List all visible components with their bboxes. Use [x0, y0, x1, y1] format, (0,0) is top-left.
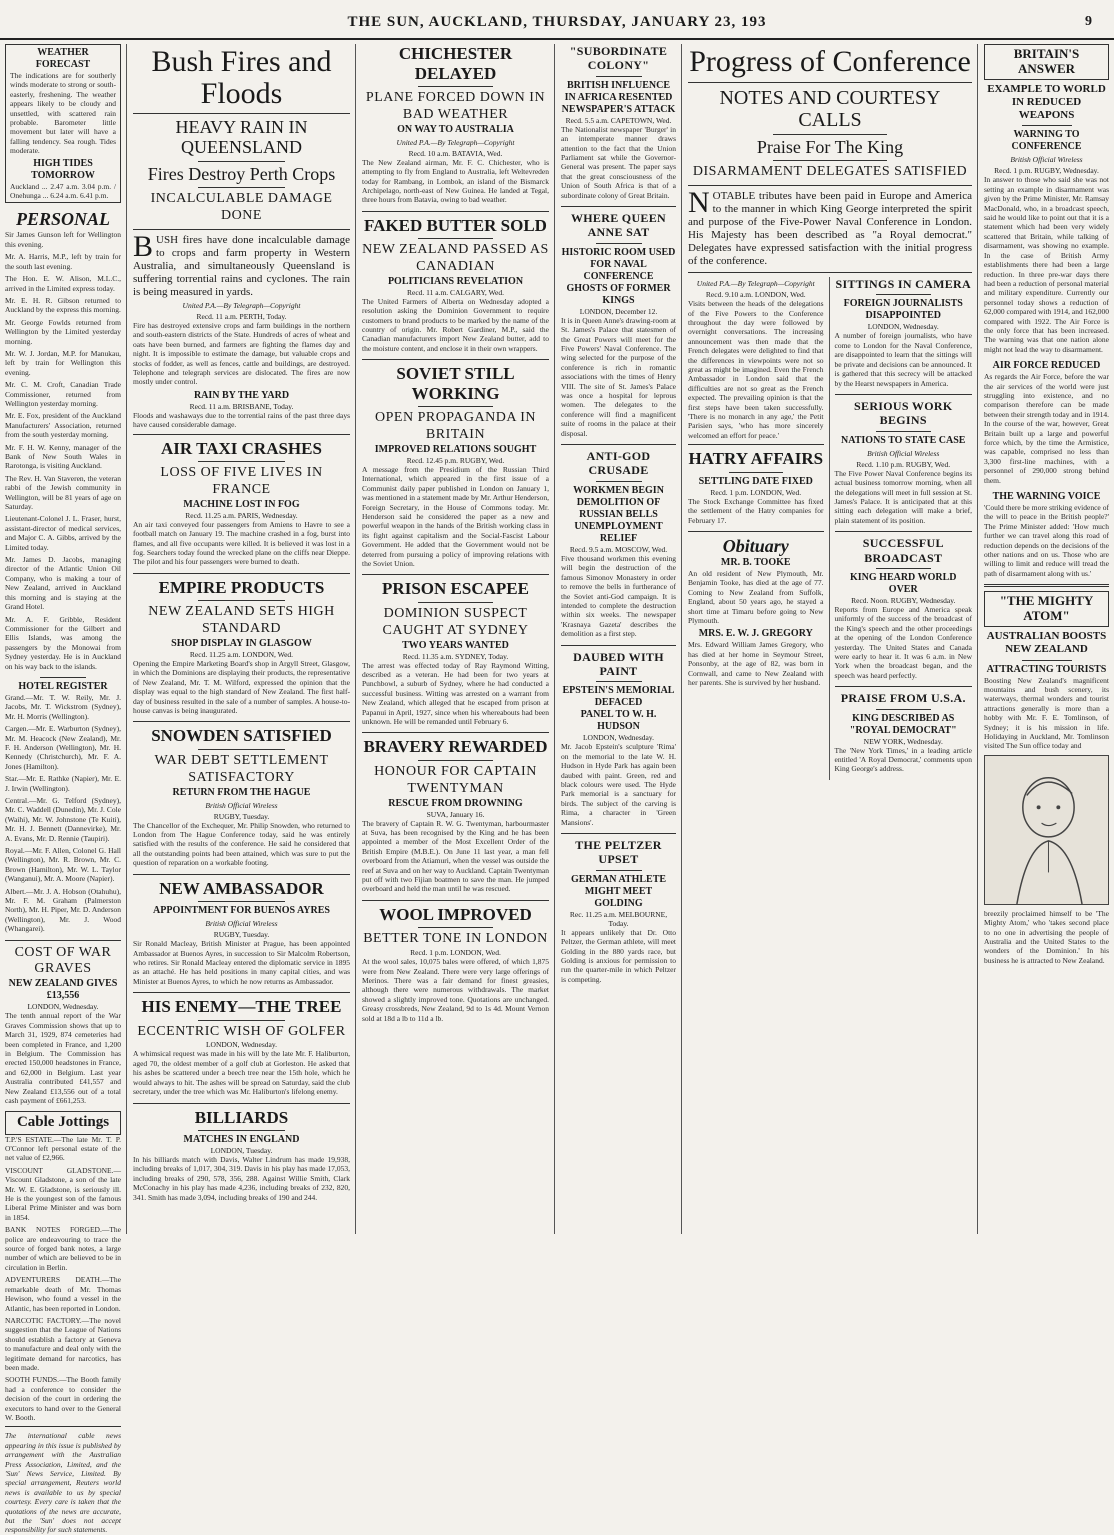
article-body: The Stock Exchange Committee has fixed the settlement of the Hatry companies for February 17. — [688, 496, 824, 525]
dateline: Recd. 9.10 a.m. LONDON, Wed. — [705, 290, 806, 300]
article-headline: EMPIRE PRODUCTS — [158, 577, 325, 597]
list-item: Mr. George Fowlds returned from Wellington by the Limited yesterday morning. — [5, 317, 121, 346]
article-body: At the wool sales, 10,075 bales were offered, of which 1,875 were from New Zealand. There were very large offerings of Merinos. There was a fair demand for finest greasies, although there were numerous withdrawals. The market showed a slightly improved tone. Quotations are unchanged. Greasy crossbreds, New Zealand, 9d to 1s 4d. Mount Vernon sold at 18d a lb to 11d a lb. — [362, 957, 549, 1023]
article-body: Floods and washaways due to the torrential rains of the past three days have caused considerable damage. — [133, 410, 350, 430]
article-subheading: SHOP DISPLAY IN GLASGOW — [171, 637, 312, 649]
personal-heading: PERSONAL — [15, 209, 111, 230]
article-body: The Nationalist newspaper 'Burger' in an intemperate manner draws attention to the fact that the Union Parliament sat while the Governor-General was present. The paper says that the great consciousness of the Union of South Africa is that of a subordinate colony of Great Britain. — [561, 124, 676, 200]
article-headline: HATRY AFFAIRS — [688, 449, 824, 469]
broadcast-article — [835, 536, 973, 680]
article-body: Fire has destroyed extensive crops and farm buildings in the northern and south-eastern districts of the State. Hundreds of acres of wheat and oats have been burned, and farmers are fighting the flames day and night. It is impossible to estimate the damage, but valuable crops and stocks of fodder, as well as fences, cattle and buildings, are destroyed. Telephone and telegraph services are dislocated. The fires are now mostly under control. — [133, 320, 350, 387]
queen-anne-article — [561, 211, 676, 438]
article-body: A whimsical request was made in his will by the late Mr. F. Haliburton, aged 70, the oldest member of a golf club at Gorleston. He asked that his ashes be scattered under a beech tree near the 15th hole, which he would always to hit. The ashes will be spread on Saturday, said the club secretary, under the tree which was Mr. Haliburton's lifelong enemy. — [133, 1049, 350, 1097]
dateline: LONDON, December 12. — [579, 306, 658, 316]
article-headline: COST OF WAR GRAVES — [14, 944, 112, 977]
article-body: It is in Queen Anne's drawing-room at St. James's Palace that statesmen of the Great Powers will meet for the Five Powers' Naval Conference. The wing selected for the purpose of the conference is rich in romantic associations with the times of Henry VIII. The site of St. James's Palace was once a hospital for leprous women. The delegates to the conference will find a magnificent suite of rooms in the palace at their disposal. — [561, 315, 676, 438]
dateline: Recd. 1.10 p.m. RUGBY, Wed. — [856, 459, 951, 469]
source-line: British Official Wireless — [205, 800, 278, 810]
article-headline: PRAISE FROM U.S.A. — [840, 691, 966, 706]
article-body: Sir Ronald Macleay, British Minister at Prague, has been appointed Ambassador at Buenos Ayres, in succession to Sir Malcolm Robertson, who retires. Sir Ronald Macleay entered the diplomatic service in 1895 as an attaché. He has held positions in many capital cities, and was Minister at Buenos Ayres, to which he now returns as Ambassador. — [133, 939, 350, 986]
article-headline: "THE MIGHTY ATOM" — [984, 591, 1109, 627]
dateline: LONDON, Wednesday. — [582, 733, 655, 743]
weather-heading: WEATHER FORECAST — [35, 47, 91, 70]
tides-heading: HIGH TIDES TOMORROW — [31, 157, 95, 181]
article-body: As regards the Air Force, before the war the air services of the world were just struggling into existence, and no comparison therefore can be made between their strength today and in 1914. In the course of the war, however, Great Britain built up a large and powerful force which, by the time the Armistice, was capable, comprised no less than 3,300 first-line machines, with a personnel of 290,000 strong behind them. — [984, 372, 1109, 485]
article-subheading: GERMAN ATHLETE MIGHT MEET GOLDING — [570, 873, 667, 909]
article-subheading: NEW ZEALAND SETS HIGH STANDARD — [148, 604, 335, 637]
article-body: An old resident of New Plymouth, Mr. Benjamin Tooke, has died at the age of 77. Coming to New Zealand from Suffolk, England, about 50 years ago, he stayed a short time at Timaru before going to New Plymouth. — [688, 568, 824, 625]
list-item: Mr. W. J. Jordan, M.P. for Manukau, left by train for Wellington this evening. — [5, 348, 121, 377]
hotel-heading: HOTEL REGISTER — [18, 680, 108, 692]
deck-heading: HEAVY RAIN IN QUEENSLAND — [175, 117, 308, 157]
snowden-article — [133, 726, 350, 867]
article-headline: WOOL IMPROVED — [379, 904, 532, 924]
dateline: SUVA, January 16. — [426, 809, 485, 819]
praise-article — [835, 691, 973, 774]
article-headline: FAKED BUTTER SOLD — [364, 215, 547, 235]
billiards-article — [133, 1108, 350, 1203]
deck-heading: NOTES AND COURTESY CALLS — [719, 86, 941, 131]
page-number: 9 — [1085, 14, 1092, 29]
serious-article — [835, 399, 973, 525]
list-item: Central.—Mr. G. Telford (Sydney), Mr. C. Waddell (Dunedin), Mr. J. Cole (Waihi), Mr. W. Johnstone (Te Kuiti), Mr. H. J. Bennett (Dannevirke), Mr. A. Evans, Mr. D. Rennie (Taupiri). — [5, 796, 121, 843]
ambassador-article — [133, 879, 350, 987]
portrait-sketch — [984, 755, 1109, 905]
dateline: LONDON, Wednesday. — [205, 1040, 278, 1050]
list-item: The Rev. H. Van Staveren, the veteran rabbi of the Jewish community in Wellington, will be 81 years of age on Saturday. — [5, 473, 121, 512]
article-headline: DAUBED WITH PAINT — [573, 649, 664, 678]
article-body: The arrest was effected today of Ray Raymond Witting, described as a veteran. He had been for two years at Punchbowl, a suburb of Sydney, where he had conducted a successful business. Witting was arrested on a warrant from New Zealand, which alleged that he escaped from prison at Papanui in April, 1927, since when his whereabouts had been unknown. He will be remanded until February 6. — [362, 660, 549, 727]
dateline: Recd. 10 a.m. BATAVIA, Wed. — [408, 148, 503, 158]
source-line: British Official Wireless — [1010, 155, 1083, 165]
article-body: The New Zealand airman, Mr. F. C. Chichester, who is attempting to fly from England to Australia, left Weltevreden today for Rambang, in Lombok, an island of the Bismarck Archipelago, north-east of New Guinea. He landed at Tegal, three hours from Batavia, owing to bad weather. — [362, 157, 549, 205]
soviet-article — [362, 364, 549, 568]
column-1 — [0, 44, 127, 1535]
article-subheading: MATCHES IN ENGLAND — [183, 1134, 300, 1146]
article-subheading: BETTER TONE IN LONDON — [363, 931, 548, 947]
dateline: Recd. 11 a.m. BRISBANE, Today. — [189, 401, 294, 411]
dateline: Recd. 1 p.m. LONDON, Wed. — [410, 948, 501, 958]
list-item: VISCOUNT GLADSTONE.—Viscount Gladstone, a son of the late Mr. W. E. Gladstone, is seriously ill. He is the youngest son of the famous Liberal Prime Minister and was born in 1854. — [5, 1165, 121, 1222]
weather-box — [5, 44, 121, 203]
list-item: Royal.—Mr. F. Allen, Colonel G. Hall (Wellington), Mr. R. Brown, Mr. C. Brown (Hamilton), Mr. W. L. Taylor (Wanganui), Mr. A. Moore (Napier). — [5, 846, 121, 884]
article-body: Mrs. Edward William James Gregory, who has died at her home in Seymour Street, Ponsonby, at the age of 82, was born in Cornwall, and came to New Zealand with her parents. She is survived by her husband. — [688, 640, 824, 688]
dateline: LONDON, Wednesday. — [867, 322, 939, 332]
dateline: Recd. 1 p.m. RUGBY, Wednesday. — [994, 166, 1099, 176]
article-body: 'Could there be more striking evidence of the will to peace in the British people?' The Prime Minister added: 'How much further we can travel along this road of reduction depends on the decisions of the other nations and on us. Those who are willing to limit and reduce will tread the path of disarmament along with us.' — [984, 503, 1109, 578]
subheading: THE WARNING VOICE — [992, 491, 1101, 503]
article-body: Reports from Europe and America speak uniformly of the success of the broadcast of the King's speech and the other proceedings at the opening of the London Conference yesterday. The United States and Canada were early to hear it. It was 6 a.m. in New York when the broadcast began, and the speech was heard perfectly. — [834, 604, 972, 680]
dateline: Recd. 9.5 a.m. MOSCOW, Wed. — [569, 544, 668, 554]
deck-heading: Fires Destroy Perth Crops — [147, 163, 336, 184]
air-taxi-article — [133, 439, 350, 567]
article-subheading: BRITISH INFLUENCE IN AFRICA RESENTED — [564, 79, 673, 103]
article-subheading: HONOUR FOR CAPTAIN TWENTYMAN — [374, 763, 537, 796]
list-item: NARCOTIC FACTORY.—The novel suggestion that the League of Nations should establish a factory at Geneva to manufacture and deal only with the legitimate demand for narcotics, has been made. — [5, 1315, 121, 1372]
cable-jottings — [5, 1111, 121, 1535]
dateline: Recd. 11 a.m. CALGARY, Wed. — [407, 287, 504, 297]
enemy-tree-article — [133, 997, 350, 1096]
source-line: British Official Wireless — [205, 919, 278, 929]
list-item: ADVENTURERS DEATH.—The remarkable death of Mr. Thomas Hewison, who found a vessel in the Atlantic, has been reported in London. — [5, 1275, 121, 1313]
masthead — [0, 0, 1114, 40]
tides-text: Auckland ... 2.47 a.m. 3.04 p.m. / Onehunga ... 6.24 a.m. 6.41 p.m. — [10, 181, 116, 201]
obituary-section — [688, 536, 824, 687]
article-subheading: EXAMPLE TO WORLD IN REDUCED WEAPONS — [987, 82, 1106, 122]
article-subheading: WARNING TO CONFERENCE — [1011, 129, 1082, 153]
article-body: Mr. Jacob Epstein's sculpture 'Rima' on the memorial to the late W. H. Hudson in Hyde Park has again been daubed with paint. Green, red and black colours were used. The Hyde Park memorial is a sanctuary for birds. The subject of the carving is Rima, a character in 'Green Mansions'. — [561, 742, 676, 827]
article-body: In answer to those who said she was not setting an example in disarmament was given by the Prime Minister, Mr. Ramsay MacDonald, who, in a broadcast speech, said he would like to point out that it is a statement which had been very widely scattered that Britain, while talking of disarmament, was showing no example. In the case of British Army establishments there had been a large reduction. In three pre-war days there had been a reduction of personal material and military expenditure. Currently our personnel today shows a reduction of 62,000 compared with 1914, and 162,000 compared with 1922. The Air Force is the only force that has been increased. The warning was that one nation alone might not lead the way to disarmament. — [984, 175, 1109, 354]
list-item: Mr. C. M. Croft, Canadian Trade Commissioner, returned from Wellington yesterday morning. — [5, 380, 121, 408]
sittings-article — [835, 277, 973, 388]
deck-heading: INCALCULABLE DAMAGE DONE — [150, 191, 333, 224]
article-body: The Chancellor of the Exchequer, Mr. Philip Snowden, who returned to London from The Hague Conference today, said he was entirely satisfied with the results of the conference. He said he considered that all the outstanding points had been attained, which was sure to put the question of reparation on a workable footing. — [133, 820, 350, 868]
article-subheading: UNEMPLOYMENT RELIEF — [574, 520, 663, 544]
article-subheading: HISTORIC ROOM USED FOR NAVAL CONFERENCE — [561, 246, 676, 282]
obituary-heading: Obituary — [722, 535, 789, 556]
article-body: Opening the Empire Marketing Board's shop in Argyll Street, Glasgow, in which the Dominions are displaying their products, the representative of New Zealand, Mr. T. M. Wilford, expressed the opinion that the display was equal to the high standard of New Zealand. The first half-day of business resulted in the sale of a number of samples. A house-to-house canvas is being inaugurated. — [133, 658, 350, 715]
article-body: The Five Power Naval Conference begins its actual business tomorrow morning, when all the delegations will meet in full session at St. James's Palace. It is anticipated that at this sitting each delegation will make a brief, plain statement of its position. — [834, 468, 972, 525]
article-subheading: FOREIGN JOURNALISTS DISAPPOINTED — [843, 298, 963, 322]
dateline: Recd. 11.25 a.m. LONDON, Wed. — [189, 649, 294, 659]
deck-heading: DISARMAMENT DELEGATES SATISFIED — [692, 164, 968, 180]
dateline: Recd. 5.5 a.m. CAPETOWN, Wed. — [565, 115, 672, 125]
article-body: The 'New York Times,' in a leading article entitled 'A Royal Democrat,' comments upon King George's address. — [834, 745, 972, 774]
hatry-article — [688, 449, 824, 525]
dateline: Recd. Noon. RUGBY, Wednesday. — [851, 595, 956, 605]
article-body: A message from the Presidium of the Russian Third International, which appeared in the first issue of a Communist daily paper published in London on January 1, was mentioned in a statement made by Mr. Arthur Henderson, Foreign Secretary, in the House of Commons today. Mr. Henderson said he considered the paper as a new and powerful weapon in the hands of the British working class in its fight against capitalism and the Social-Fascist Labour Government. He added that the Government would not be deterred from pursuing a policy of improving relations with the Soviet Union. — [362, 464, 549, 569]
article-subheading: RESCUE FROM DROWNING — [388, 797, 523, 809]
article-body: An air taxi conveyed four passengers from Amiens to Havre to see a football match on January 19. The machine crashed in a fog, burst into flames, and all five occupants were killed. It is believed it was lost in a fog. Searchers today found the wrecked plane on the cliffs near Dieppe. The pilot and his four passengers were burned to death. — [133, 519, 350, 567]
column-4 — [556, 44, 682, 1234]
crusade-article — [561, 449, 676, 638]
dateline: LONDON, Tuesday. — [210, 1146, 273, 1156]
article-subheading: KING HEARD WORLD OVER — [850, 571, 957, 595]
escapee-article — [362, 579, 549, 726]
epstein-article — [561, 650, 676, 827]
article-subheading: EPSTEIN'S MEMORIAL DEFACED — [562, 685, 675, 709]
article-body: Visits between the heads of the delegations of the Five Powers to the Conference throughout the day were followed by overnight conversations. The increasing announcement was then made that the French delegates were delighted to find that the differences in viewpoints were not so great as might be imagined. Even the French Ambassador in London said that the difficulties are not so great as the French expected. The prevailing opinion is that the first steps have been taken successfully. 'There is no monarch in any age,' the Petit Parisien says, 'who has more sincerely welcomed an effort for peace.' — [688, 299, 824, 440]
mighty-atom-article — [984, 591, 1109, 965]
list-item: T.P.'S ESTATE.—The late Mr. T. P. O'Connor left personal estate of the net value of £2,966. — [5, 1134, 121, 1163]
article-body: Five thousand workmen this evening will begin the destruction of the famous Simonov Monastery in order to remove the bells in furtherance of the Soviet anti-God campaign. It is intended to complete the destruction within six weeks. The newspaper 'Krasnaya Gazeta' describes the demolition as a first step. — [561, 553, 676, 639]
list-item: Albert.—Mr. J. A. Hobson (Otahuhu), Mr. F. M. Graham (Palmerston North), Mr. H. Piper, Mr. D. Anderson (Wellington), Mr. J. Wood (Whangarei). — [5, 886, 121, 934]
article-headline: SUCCESSFUL BROADCAST — [862, 536, 944, 565]
article-subheading: KING DESCRIBED AS "ROYAL DEMOCRAT" — [849, 712, 957, 736]
article-subheading: ON WAY TO AUSTRALIA — [397, 123, 514, 135]
article-subheading: DOMINION SUSPECT CAUGHT AT SYDNEY — [382, 606, 529, 638]
dateline: RUGBY, Tuesday. — [213, 811, 270, 821]
list-item: Mr. E. H. R. Gibson returned to Auckland by the express this morning. — [5, 295, 121, 315]
dateline: Recd. 1 p.m. LONDON, Wed. — [710, 487, 802, 497]
source-line: United P.A.—By Telegraph—Copyright — [182, 300, 301, 310]
article-subheading: LOSS OF FIVE LIVES IN FRANCE — [160, 465, 323, 497]
article-subheading: MRS. E. W. J. GREGORY — [698, 628, 813, 640]
page-headline: Bush Fires and Floods — [151, 45, 332, 110]
article-headline: BRAVERY REWARDED — [363, 737, 548, 757]
article-body: Boosting New Zealand's magnificent mountains and bush scenery, its waterways, thermal wonders and tourist attractions generally is more than a hobby with Mr. F. E. Tomlinson, of Sydney; it is his mission in life. Holidaying in Auckland, Mr. Tomlinson visited The Sun office today and — [984, 675, 1109, 751]
article-headline: SITTINGS IN CAMERA — [835, 277, 971, 292]
warning-section — [984, 491, 1109, 578]
dateline: Recd. 12.45 p.m. RUGBY, Wed. — [406, 455, 505, 465]
list-item: Mr. F. H. W. Kenny, manager of the Bank of New South Wales in Rarotonga, is visiting Auckland. — [5, 442, 121, 471]
article-subheading: NEW ZEALAND PASSED AS CANADIAN — [362, 242, 549, 275]
list-item: BANK NOTES FORGED.—The police are endeavouring to trace the source of forged bank notes, a large number of which are believed to be in circulation in Berlin. — [5, 1225, 121, 1272]
article-headline: NEW AMBASSADOR — [159, 878, 324, 898]
peltzer-article — [561, 838, 676, 984]
chichester-article — [362, 44, 549, 205]
column-6 — [979, 44, 1114, 1234]
subheading: AIR FORCE REDUCED — [992, 360, 1101, 372]
article-headline: CHICHESTER DELAYED — [398, 44, 513, 83]
column-3 — [357, 44, 555, 1234]
article-body: A number of foreign journalists, who have come to London for the Naval Conference, are disappointed to learn that the sittings will be private and decisions can be announced. It is gathered that this secrecy will be attacked by the Hearst newspapers in America. — [834, 331, 972, 388]
article-headline: "SUBORDINATE COLONY" — [569, 44, 668, 73]
article-subheading: ECCENTRIC WISH OF GOLFER — [137, 1023, 346, 1039]
list-item: The Hon. E. W. Alison, M.L.C., arrived in the Limited express today. — [5, 274, 121, 293]
list-item: Sir James Gunson left for Wellington this evening. — [5, 230, 121, 249]
wool-article — [362, 905, 549, 1023]
article-subheading: PLANE FORCED DOWN IN BAD WEATHER — [365, 90, 546, 122]
subheading: RAIN BY THE YARD — [193, 389, 290, 401]
portrait-sketch-icon — [985, 756, 1108, 904]
article-headline: BRITAIN'S ANSWER — [984, 44, 1109, 80]
article-subheading: NEWSPAPER'S ATTACK — [561, 103, 676, 115]
article-headline: BILLIARDS — [194, 1107, 289, 1127]
empire-products-article — [133, 578, 350, 716]
list-item: Mr. A. Harris, M.P., left by train for the south last evening. — [5, 252, 121, 271]
masthead-title: THE SUN, AUCKLAND, THURSDAY, JANUARY 23, 193 — [347, 14, 767, 30]
article-subheading: WORKMEN BEGIN DEMOLITION OF RUSSIAN BELLS — [573, 484, 664, 520]
article-subheading: PANEL TO W. H. HUDSON — [580, 709, 657, 733]
list-item: SOOTH FUNDS.—The Booth family had a conference to consider the decision of the court in ordering the executors to hand over to the General W. Booth. — [5, 1375, 121, 1422]
hotel-register — [5, 681, 121, 934]
article-body: breezily proclaimed himself to be 'The Mighty Atom,' who 'takes second place to no one in advertising the people of Australia and the United States to the wonders of the Dominion.' In his business he is attracted to New Zealand. — [984, 908, 1109, 965]
colony-article — [561, 44, 676, 200]
source-line: British Official Wireless — [867, 448, 940, 458]
article-headline: SERIOUS WORK BEGINS — [854, 398, 953, 428]
deck-heading: Praise For The King — [756, 136, 904, 157]
article-body: It appears unlikely that Dr. Otto Peltzer, the German athlete, will meet Golding in the 880 yards race, but Golding is anxious for permission to run the quarter-mile in which Peltzer is competing. — [561, 927, 676, 984]
list-item: Cargen.—Mr. E. Warburton (Sydney), Mr. M. Heacock (New Zealand), Mr. F. H. Anderson (Wellington), Mr. H. Kennedy (Christchurch), Mr. F. A. Jones (Hamilton). — [5, 724, 121, 771]
article-subheading: WAR DEBT SETTLEMENT SATISFACTORY — [154, 752, 329, 785]
article-subheading: POLITICIANS REVELATION — [387, 275, 524, 287]
bravery-article — [362, 737, 549, 893]
article-headline: ANTI-GOD CRUSADE — [586, 449, 651, 478]
dateline: Recd. 11 a.m. PERTH, Today. — [196, 311, 287, 321]
article-subheading: NATIONS TO STATE CASE — [841, 434, 966, 446]
article-subheading: MACHINE LOST IN FOG — [183, 498, 300, 510]
column-conference — [683, 44, 978, 1234]
article-headline: HIS ENEMY—THE TREE — [141, 997, 342, 1017]
lede-paragraph: NOTABLE tributes have been paid in Europe and America to the manner in which King George interpreted the spirit and purpose of the Five-Power Naval Conference in London. His Majesty has been described as "a Royal democrat." Delegates have expressed satisfaction with the initial progress of the conference. — [688, 186, 972, 268]
air-force-section — [984, 360, 1109, 485]
article-headline: SNOWDEN SATISFIED — [151, 726, 332, 746]
article-headline: THE PELTZER UPSET — [575, 837, 662, 867]
lede-paragraph: BUSH fires have done incalculable damage to crops and farm property in Western Australia, and simultaneously Queensland is suffering torrential rains and cyclones. The rain is being measured in yards. — [133, 229, 350, 298]
article-subheading: GHOSTS OF FORMER KINGS — [566, 282, 671, 306]
article-body: The tenth annual report of the War Graves Commission shows that up to March 31, 1929, 874 cemeteries had been completed in France, and 1,200 in Belgium. The Commission has erected 150,000 headstones in France, and 62,000 in Belgium. Last year Australia contributed £41,557 and New Zealand £13,556 out of a total cash payment of £661,253. — [5, 1011, 121, 1105]
article-headline: PRISON ESCAPEE — [382, 579, 529, 599]
dateline: Recd. 11.35 a.m. SYDNEY, Today. — [402, 651, 509, 661]
article-subheading: SETTLING DATE FIXED — [698, 475, 813, 487]
article-subheading: TWO YEARS WANTED — [402, 639, 509, 651]
dateline: Rec. 11.25 a.m. MELBOURNE, Today. — [569, 909, 668, 928]
article-headline: SOVIET STILL WORKING — [396, 364, 515, 403]
source-line: United P.A.—By Telegraph—Copyright — [396, 137, 515, 147]
weather-text: The indications are for southerly winds moderate to strong or south-easterly, freshening. The weather appears likely to be cloudy and unsettled, with scattered rain probable. Barometer little movement but later will have a falling tendency. Sea rough. Tides moderate. — [10, 71, 116, 156]
list-item: Mr. James D. Jacobs, managing director of the Atlantic Union Oil Company, who is making a tour of New Zealand, arrived in Auckland this morning and is staying at the Grand Hotel. — [5, 555, 121, 612]
article-subheading: AUSTRALIAN BOOSTS NEW ZEALAND — [986, 630, 1107, 656]
list-item: Lieutenant-Colonel J. L. Fraser, hurst, assistant-director of medical services, and Major C. A. Gibbs, arrived by the Limited today. — [5, 514, 121, 552]
dateline: Recd. 11.25 a.m. PARIS, Wednesday. — [185, 510, 298, 520]
personal-section — [5, 209, 121, 670]
article-body: The United Farmers of Alberta on Wednesday adopted a resolution asking the Dominion Government to require customers to brand products to be marked by the name of the country of origin. Mr. Robert Gardiner, M.P., said the Canadian manufacturers import New Zealand butter, add to the moisture content, and enclose it in their own wrappers. — [362, 296, 549, 353]
article-headline: AIR TAXI CRASHES — [161, 438, 322, 458]
article-subheading: ATTRACTING TOURISTS — [986, 663, 1107, 675]
source-line: United P.A.—By Telegraph—Copyright — [696, 279, 815, 289]
article-subheading: APPOINTMENT FOR BUENOS AYRES — [153, 905, 330, 917]
article-headline: WHERE QUEEN ANNE SAT — [571, 211, 666, 240]
list-item: Mr. E. Fox, president of the Auckland Manufacturers' Association, returned from the south yesterday morning. — [5, 411, 121, 440]
cable-heading: Cable Jottings — [5, 1111, 121, 1134]
article-body: The bravery of Captain R. W. G. Twentyman, harbourmaster at Suva, has been recognised by the King and he has been appointed a member of the Most Excellent Order of the British Empire (M.B.E.). On June 11 last year, a man fell overboard from the Atiamuri, when the vessel was outside the reef at Suva and on her way to Auckland. Captain Twentyman put off with two Fijian boatmen to save the man. He jumped overboard and held the man until he was rescued. — [362, 818, 549, 894]
cable-footnote: The international cable news appearing in this issue is published by arrangement with the Australian Press Association, Limited, and the 'Sun' News Service, Limited. By special arrangement, Reuters world news is available to us by special courtesy. Every care is taken that the quotations of the news are accurate, but the 'Sun' does not accept responsibility for such statements. — [5, 1431, 121, 1535]
list-item: Star.—Mr. E. Rathke (Napier), Mr. E. J. Irwin (Wellington). — [5, 774, 121, 793]
article-subheading: MR. B. TOOKE — [720, 556, 791, 568]
butter-article — [362, 216, 549, 354]
article-subheading: OPEN PROPAGANDA IN BRITAIN — [375, 410, 536, 443]
list-item: Mr. A. F. Gribble, Resident Commissioner for the Gilbert and Ellis Islands, was among the passengers by the Monowai from Sydney yesterday. He is in Auckland on his way back to the islands. — [5, 614, 121, 671]
article-subheading: IMPROVED RELATIONS SOUGHT — [374, 443, 537, 455]
war-graves-article — [5, 945, 121, 1106]
article-body: In his billiards match with Davis, Walter Lindrum has made 19,938, including breaks of 1,017, 304, 319. Davis in his play has made 17,053, including breaks of 290, 578, 356, 288. Against Willie Smith, Clark McConachy in his play has made 4,236, including breaks of 232, 820, 341. Smith has made 3,094, including breaks of 190 and 244. — [133, 1155, 350, 1202]
article-subheading: NEW ZEALAND GIVES £13,556 — [8, 978, 118, 1002]
britain-article — [984, 44, 1109, 354]
list-item: Grand.—Mr. T. W. Reily, Mr. J. Jacobs, Mr. T. Wickstrom (Sydney), Mr. H. Morris (Wellington). — [5, 692, 121, 721]
dateline: NEW YORK, Wednesday. — [863, 736, 943, 746]
dateline: RUGBY, Tuesday. — [213, 930, 270, 940]
article-subheading: RETURN FROM THE HAGUE — [172, 786, 311, 798]
column-2 — [128, 44, 356, 1234]
dateline: LONDON, Wednesday. — [27, 1002, 99, 1012]
page-headline: Progress of Conference — [689, 45, 971, 78]
